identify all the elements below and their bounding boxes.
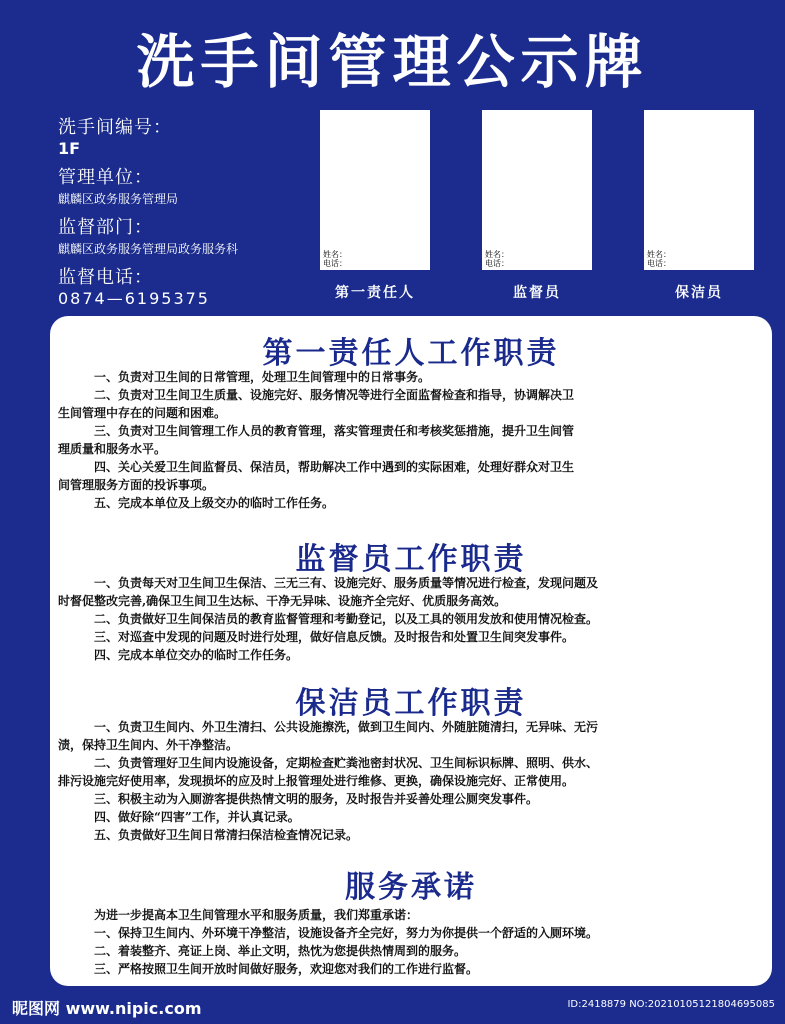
duty-line: 渍，保持卫生间内、外干净整洁。 (58, 738, 239, 752)
duty-line: 二、负责对卫生间卫生质量、设施完好、服务情况等进行全面监督检查和指导，协调解决卫 (94, 388, 575, 402)
section-title-supervisor: 监督员工作职责 (295, 542, 527, 577)
caption-supervisor: 监督员 (513, 285, 561, 301)
info-panel (58, 116, 318, 316)
duty-line: 生间管理中存在的问题和困难。 (58, 406, 227, 420)
duty-line: 一、负责每天对卫生间卫生保洁、三无三有、设施完好、服务质量等情况进行检查，发现问题及 (94, 576, 599, 590)
section-body-supervisor (58, 574, 764, 664)
duty-line: 三、积极主动为入厕游客提供热情文明的服务，及时报告并妥善处理公厕突发事件。 (94, 792, 539, 806)
photo-phone-label: 电话： (647, 259, 671, 268)
duty-line: 三、对巡查中发现的问题及时进行处理，做好信息反馈。及时报告和处置卫生间突发事件。 (94, 630, 575, 644)
duty-line: 五、负责做好卫生间日常清扫保洁检查情况记录。 (94, 828, 359, 842)
photo-phone-label: 电话： (485, 259, 509, 268)
duty-line: 四、做好除“四害”工作，并认真记录。 (94, 810, 300, 824)
section-title-first-responsible: 第一责任人工作职责 (262, 336, 560, 371)
duty-line: 三、负责对卫生间管理工作人员的教育管理，落实管理责任和考核奖惩措施，提升卫生间管 (94, 424, 575, 438)
duty-line: 四、关心关爱卫生间监督员、保洁员，帮助解决工作中遇到的实际困难，处理好群众对卫生 (94, 460, 575, 474)
section-body-first-responsible (58, 368, 764, 512)
duty-line: 二、负责做好卫生间保洁员的教育监督管理和考勤登记，以及工具的领用发放和使用情况检查。 (94, 612, 599, 626)
photo-supervisor (482, 110, 592, 270)
page-title: 洗手间管理公示牌 (136, 28, 649, 96)
photo-name-label: 姓名： (323, 250, 347, 259)
restroom-number-label: 洗手间编号： (58, 117, 172, 138)
promise-line: 为进一步提高本卫生间管理水平和服务质量，我们郑重承诺： (94, 908, 419, 922)
content-card (50, 316, 772, 986)
section-body-service-promise (58, 906, 764, 978)
section-title-cleaner: 保洁员工作职责 (295, 686, 527, 721)
duty-line: 时督促整改完善,确保卫生间卫生达标、干净无异味、设施齐全完好、优质服务高效。 (58, 594, 507, 608)
section-title-service-promise: 服务承诺 (345, 870, 477, 905)
watermark-id: ID:2418879 NO:20210105121804695085 (567, 999, 775, 1010)
supervision-dept-label: 监督部门： (58, 217, 153, 238)
supervision-dept-value: 麒麟区政务服务管理局政务服务科 (58, 242, 239, 256)
caption-cleaner: 保洁员 (675, 285, 723, 301)
duty-line: 间管理服务方面的投诉事项。 (58, 478, 215, 492)
watermark-logo: 昵图网 www.nipic.com (12, 999, 202, 1018)
duty-line: 五、完成本单位及上级交办的临时工作任务。 (94, 496, 335, 510)
duty-line: 排污设施完好使用率，发现损坏的应及时上报管理处进行维修、更换，确保设施完好、正常使用。 (58, 774, 575, 788)
promise-line: 二、着装整齐、亮证上岗、举止文明，热忱为您提供热情周到的服务。 (94, 944, 467, 958)
section-body-cleaner (58, 718, 764, 844)
caption-first-responsible: 第一责任人 (335, 285, 415, 301)
photo-name-label: 姓名： (647, 250, 671, 259)
duty-line: 一、负责卫生间内、外卫生清扫、公共设施擦洗，做到卫生间内、外随脏随清扫，无异味、无污 (94, 720, 599, 734)
duty-line: 理质量和服务水平。 (58, 442, 167, 456)
management-unit-value: 麒麟区政务服务管理局 (58, 192, 179, 206)
photo-cleaner (644, 110, 754, 270)
photo-name-label: 姓名： (485, 250, 509, 259)
management-unit-label: 管理单位： (58, 167, 153, 188)
photo-phone-label: 电话： (323, 259, 347, 268)
supervision-phone-label: 监督电话： (58, 267, 153, 288)
promise-line: 三、严格按照卫生间开放时间做好服务，欢迎您对我们的工作进行监督。 (94, 962, 479, 976)
watermark-footer (0, 992, 785, 1024)
duty-line: 一、负责对卫生间的日常管理，处理卫生间管理中的日常事务。 (94, 370, 431, 384)
restroom-number-value: 1F (58, 139, 81, 158)
duty-line: 二、负责管理好卫生间内设施设备，定期检查贮粪池密封状况、卫生间标识标牌、照明、供水、 (94, 756, 599, 770)
promise-line: 一、保持卫生间内、外环境干净整洁，设施设备齐全完好，努力为你提供一个舒适的入厕环境。 (94, 926, 599, 940)
photo-first-responsible (320, 110, 430, 270)
duty-line: 四、完成本单位交办的临时工作任务。 (94, 648, 299, 662)
supervision-phone-value: 0874—6195375 (58, 289, 210, 308)
